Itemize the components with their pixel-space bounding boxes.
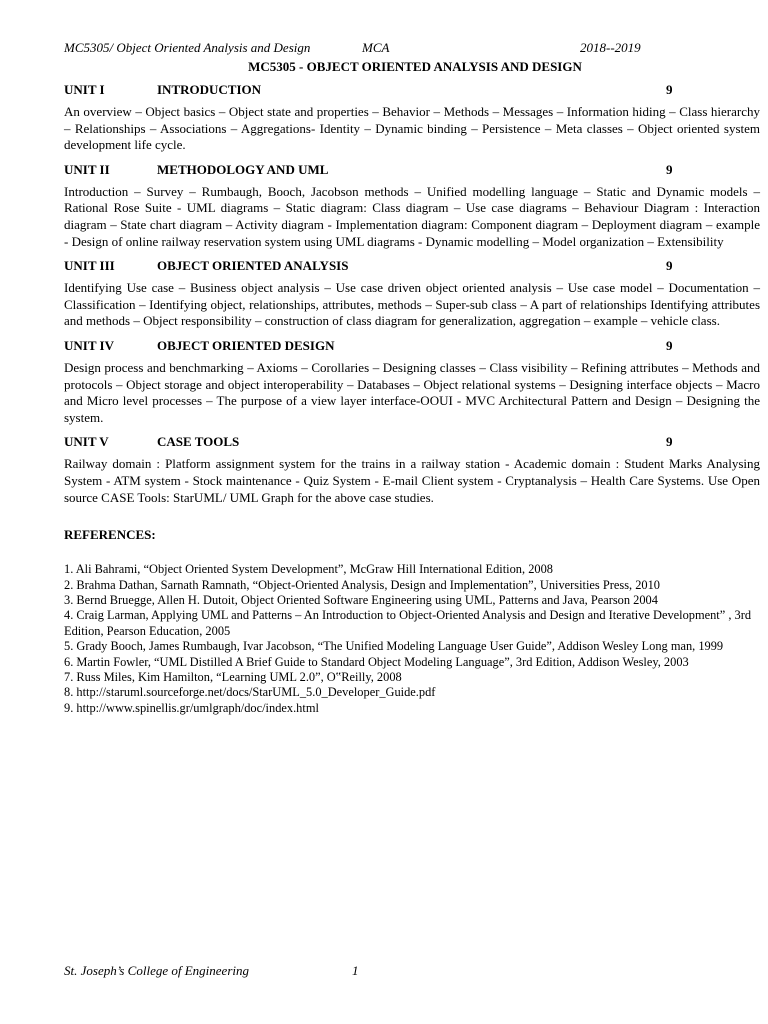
references-list xyxy=(64,562,760,716)
reference-item: 5. Grady Booch, James Rumbaugh, Ivar Jacobson, “The Unified Modeling Language User Guide”, Addison Wesley Long man, 1999 xyxy=(64,639,724,654)
unit-title: OBJECT ORIENTED ANALYSIS xyxy=(157,258,349,274)
unit-heading xyxy=(64,338,760,354)
unit-section-2 xyxy=(64,162,760,250)
unit-content: Introduction – Survey – Rumbaugh, Booch, Jacobson methods – Unified modelling language – Static and Dynamic models – Rational Rose Suite - UML diagrams – Static diagram: Class diagram – Use case diagrams – Behaviour Diagram : Interaction diagram – State chart diagram – Activity diagram - Implementation diagram: Component diagram – Deployment diagram – example - Design of online railway reservation system using UML diagrams - Dynamic modelling – Model organization – Extensibility xyxy=(64,183,760,249)
unit-name: UNIT IV xyxy=(64,337,114,353)
unit-title: OBJECT ORIENTED DESIGN xyxy=(157,337,335,353)
unit-section-4 xyxy=(64,338,760,426)
unit-title: CASE TOOLS xyxy=(157,434,240,450)
unit-content: Identifying Use case – Business object analysis – Use case driven object oriented analysis – Use case model – Documentation – Classification – Identifying object, relationships, attributes, methods – Super-sub class – A part of relationships Identifying attributes and methods – Object responsibility – construction of class diagram for generalization, aggregation – example – vehicle class. xyxy=(64,280,760,329)
unit-content: An overview – Object basics – Object state and properties – Behavior – Methods – Messages – Information hiding – Class hierarchy – Relationships – Associations – Aggregations- Identity – Dynamic binding – Persistence – Meta classes – Object oriented system development life cycle. xyxy=(64,104,760,153)
unit-title: INTRODUCTION xyxy=(157,82,262,97)
footer-college: St. Joseph’s College of Engineering xyxy=(64,963,249,978)
page-header xyxy=(64,40,760,56)
header-year: 2018--2019 xyxy=(580,40,641,55)
unit-content: Railway domain : Platform assignment system for the trains in a railway station - Academic domain : Student Marks Analysing System - ATM system - Stock maintenance - Quiz System - E-mail Client system - Cryptanalysis – Health Care Systems. Use Open source CASE Tools: StarUML/ UML Graph for the above case studies. xyxy=(64,456,760,505)
reference-item: 7. Russ Miles, Kim Hamilton, “Learning UML 2.0”, O‟Reilly, 2008 xyxy=(64,669,402,684)
reference-item: 3. Bernd Bruegge, Allen H. Dutoit, Object Oriented Software Engineering using UML, Patterns and Java, Pearson 2004 xyxy=(64,592,658,607)
page-number: 1 xyxy=(352,963,359,978)
unit-name: UNIT I xyxy=(64,82,105,97)
reference-item: 8. http://staruml.sourceforge.net/docs/StarUML_5.0_Developer_Guide.pdf xyxy=(64,685,436,700)
unit-title: METHODOLOGY AND UML xyxy=(157,161,329,177)
document-page xyxy=(64,40,760,716)
unit-name: UNIT V xyxy=(64,434,109,450)
references-heading: REFERENCES: xyxy=(64,527,156,543)
unit-section-5 xyxy=(64,434,760,506)
unit-section-3 xyxy=(64,258,760,330)
unit-heading xyxy=(64,82,760,98)
unit-content: Design process and benchmarking – Axioms – Corollaries – Designing classes – Class visibility – Refining attributes – Methods and protocols – Object storage and object interoperability – Databases – Object relational systems – Designing interface objects – Macro and Micro level processes – The purpose of a view layer interface-OOUI - MVC Architectural Pattern and Design – Designing the system. xyxy=(64,359,760,425)
unit-hours: 9 xyxy=(666,434,673,450)
reference-item: 6. Martin Fowler, “UML Distilled A Brief Guide to Standard Object Modeling Language”, 3rd Edition, Addison Wesley, 2003 xyxy=(64,654,689,669)
unit-name: UNIT III xyxy=(64,258,115,274)
reference-item: 1. Ali Bahrami, “Object Oriented System Development”, McGraw Hill International Edition, 2008 xyxy=(64,562,553,577)
unit-hours: 9 xyxy=(666,258,673,274)
unit-hours: 9 xyxy=(666,161,673,177)
document-title: MC5305 - OBJECT ORIENTED ANALYSIS AND DESIGN xyxy=(248,59,582,74)
unit-heading xyxy=(64,258,760,274)
unit-name: UNIT II xyxy=(64,161,110,177)
unit-hours: 9 xyxy=(666,337,673,353)
header-program: MCA xyxy=(362,40,390,55)
unit-section-1 xyxy=(64,82,760,154)
unit-heading xyxy=(64,162,760,178)
header-course-code: MC5305/ Object Oriented Analysis and Design xyxy=(64,40,311,55)
unit-hours: 9 xyxy=(666,82,673,97)
unit-heading xyxy=(64,434,760,450)
reference-item: 4. Craig Larman, Applying UML and Patterns – An Introduction to Object-Oriented Analysis and Design and Iterative Development” , 3rd Edition, Pearson Education, 2005 xyxy=(64,608,752,638)
reference-item: 9. http://www.spinellis.gr/umlgraph/doc/index.html xyxy=(64,700,319,715)
page-footer xyxy=(64,963,359,979)
reference-item: 2. Brahma Dathan, Sarnath Ramnath, “Object-Oriented Analysis, Design and Implementation”, Universities Press, 2010 xyxy=(64,577,660,592)
